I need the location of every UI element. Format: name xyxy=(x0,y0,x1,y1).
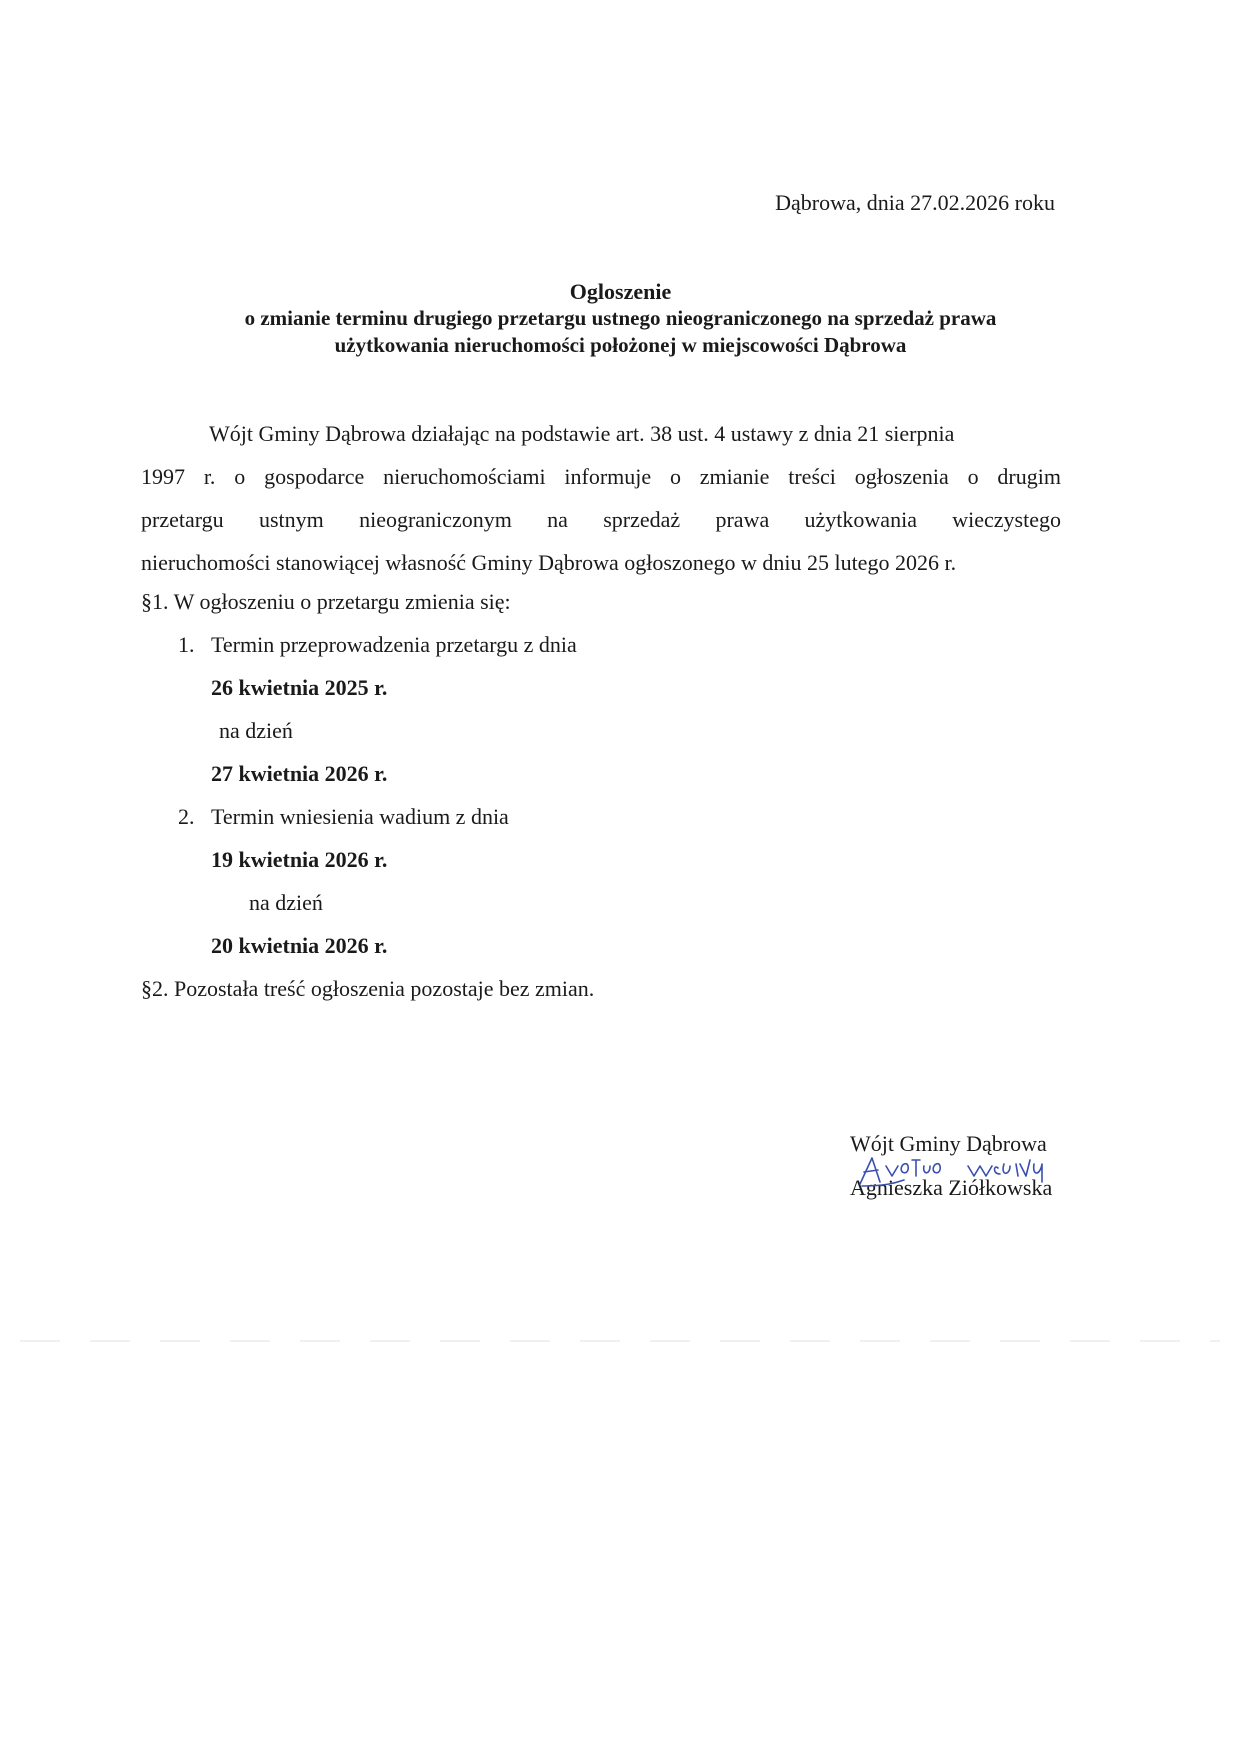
signature-stroke xyxy=(862,1180,904,1186)
item-2-new-date: 20 kwietnia 2026 r. xyxy=(211,933,388,958)
item-1-new-date: 27 kwietnia 2026 r. xyxy=(211,761,388,786)
intro-word: o xyxy=(234,464,246,489)
signature-title: Wójt Gminy Dąbrowa xyxy=(850,1131,1047,1156)
item-1-old-date: 26 kwietnia 2025 r. xyxy=(211,675,388,700)
intro-line-3 xyxy=(141,498,1061,541)
intro-line-1: Wójt Gminy Dąbrowa działając na podstawie art. 38 ust. 4 ustawy z dnia 21 sierpnia xyxy=(209,421,955,446)
signature-name: Agnieszka Ziółkowska xyxy=(850,1175,1053,1200)
signature-stroke xyxy=(860,1158,880,1184)
intro-line-2 xyxy=(141,455,1061,498)
intro-word: nieruchomościami xyxy=(383,464,546,489)
heading-subtitle-line-2: użytkowania nieruchomości położonej w miejscowości Dąbrowa xyxy=(334,333,907,357)
intro-word: wieczystego xyxy=(952,507,1061,532)
intro-word: użytkowania xyxy=(804,507,917,532)
intro-word: ogłoszenia xyxy=(854,464,949,489)
signature-stroke xyxy=(968,1160,1042,1182)
heading-subtitle-line-1: o zmianie terminu drugiego przetargu ustnego nieograniczonego na sprzedaż prawa xyxy=(244,306,997,330)
intro-word: zmianie xyxy=(699,464,770,489)
intro-word: o xyxy=(967,464,979,489)
item-1-label: Termin przeprowadzenia przetargu z dnia xyxy=(211,632,577,657)
item-1-number: 1. xyxy=(178,632,195,657)
intro-word: 1997 xyxy=(141,464,185,489)
intro-word: r. xyxy=(203,464,216,489)
item-2-connector: na dzień xyxy=(249,890,323,915)
intro-word: sprzedaż xyxy=(603,507,681,532)
intro-word: informuje xyxy=(564,464,652,489)
section-1-header: §1. W ogłoszeniu o przetargu zmienia się: xyxy=(141,589,511,614)
intro-word: przetargu xyxy=(141,507,224,532)
item-2-old-date: 19 kwietnia 2026 r. xyxy=(211,847,388,872)
item-2-number: 2. xyxy=(178,804,195,829)
intro-word: gospodarce xyxy=(264,464,365,489)
item-2-label: Termin wniesienia wadium z dnia xyxy=(211,804,509,829)
intro-word: na xyxy=(547,507,568,532)
place-date: Dąbrowa, dnia 27.02.2026 roku xyxy=(775,190,1055,215)
intro-paragraph xyxy=(141,412,1061,584)
scan-artifact-line xyxy=(20,1340,1220,1342)
signature-stroke xyxy=(886,1160,940,1176)
intro-word: treści xyxy=(788,464,836,489)
intro-word: o xyxy=(669,464,681,489)
intro-word: nieograniczonym xyxy=(359,507,512,532)
item-1-connector: na dzień xyxy=(219,718,293,743)
intro-line-4: nieruchomości stanowiącej własność Gminy Dąbrowa ogłoszonego w dniu 25 lutego 2026 r. xyxy=(141,550,957,575)
heading-title: Ogloszenie xyxy=(569,279,672,304)
intro-word: prawa xyxy=(715,507,770,532)
section-2-text: §2. Pozostała treść ogłoszenia pozostaje bez zmian. xyxy=(141,976,595,1001)
intro-word: drugim xyxy=(997,464,1061,489)
handwritten-signature xyxy=(858,1152,1073,1192)
document-heading xyxy=(0,278,1241,359)
intro-word: ustnym xyxy=(258,507,324,532)
